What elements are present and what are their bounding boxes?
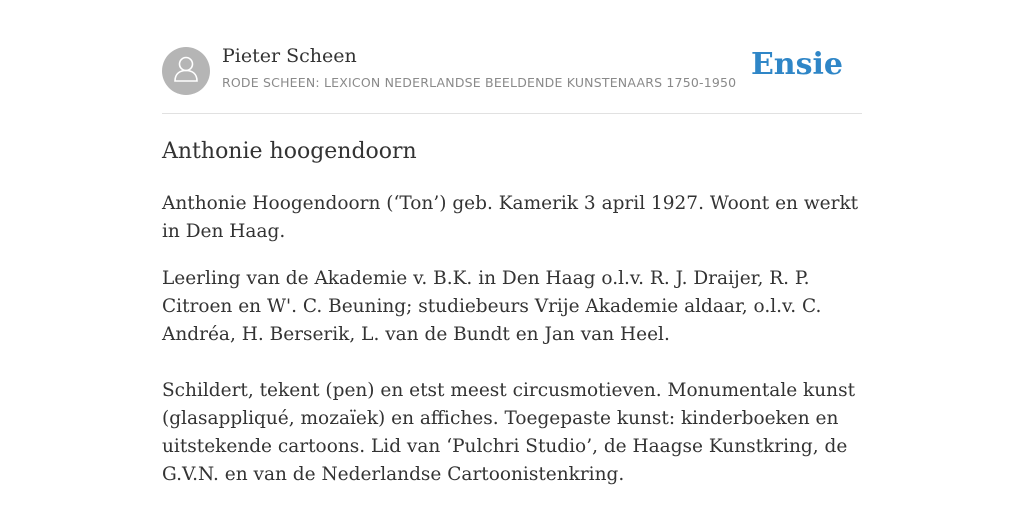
article-paragraph: Leerling van de Akademie v. B.K. in Den Haag o.l.v. R. J. Draijer, R. P. Citroen en W'. C. Beuning; studiebeurs Vrije Akademie aldaar, o.l.v. C. Andréa, H. Berserik, L. van de Bundt en Jan van Heel.	[162, 268, 822, 345]
author-name[interactable]: Pieter Scheen	[222, 45, 357, 67]
author-header	[162, 0, 862, 114]
article-paragraph: Schildert, tekent (pen) en etst meest circusmotieven. Monumentale kunst (glasappliqué, mozaïek) en affiches. Toegepaste kunst: kinderboeken en uitstekende cartoons. Lid van ‘Pulchri Studio’, de Haagse Kunstkring, de G.V.N. en van de Nederlandse Cartoonistenkring.	[162, 380, 856, 485]
author-avatar[interactable]	[162, 47, 210, 95]
article-paragraph: Anthonie Hoogendoorn (‘Ton’) geb. Kamerik 3 april 1927. Woont en werkt in Den Haag.	[162, 193, 859, 242]
brand-logo[interactable]: Ensie	[750, 47, 843, 82]
user-icon	[173, 55, 199, 87]
article-title: Anthonie hoogendoorn	[162, 139, 417, 164]
author-source: RODE SCHEEN: LEXICON NEDERLANDSE BEELDENDE KUNSTENAARS 1750-1950	[222, 75, 737, 90]
page	[162, 0, 862, 485]
